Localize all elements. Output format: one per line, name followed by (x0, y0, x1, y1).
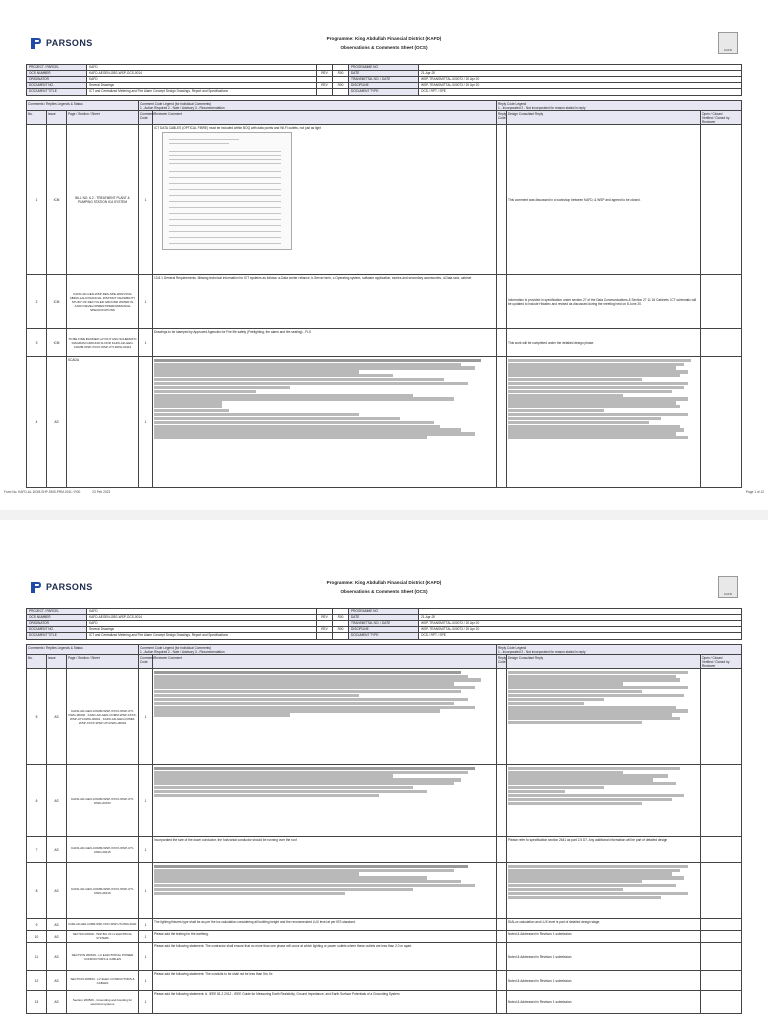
brand-name: PARSONS (46, 582, 93, 592)
row-code: 1 (139, 837, 153, 862)
row-reply (507, 669, 701, 764)
row-number: 1 (27, 125, 47, 274)
row-number: 7 (27, 837, 47, 862)
row-reply: DIALux calculation and LUX level is part of detailed design stage. (507, 919, 701, 930)
meta-mini: REV (317, 71, 333, 76)
row-reply: Noted & Addressed in Revision 1 submission. (507, 991, 701, 1013)
row-reply-code (497, 837, 507, 862)
row-status (701, 329, 741, 356)
meta-mini (317, 621, 333, 626)
row-number: 5 (27, 669, 47, 764)
legend-mid: Comment Code Legend (for individual Comments) (140, 645, 212, 650)
row-issue: AS (47, 971, 67, 990)
meta-label: PROJECT / PARCEL (27, 65, 87, 70)
meta-mini: R00 (333, 615, 349, 620)
meta-value: KAFD (87, 621, 317, 626)
table-row (27, 837, 741, 863)
header-comment: Reviewer Comment (153, 655, 497, 668)
meta-label: ORIGINATOR (27, 77, 87, 82)
meta-value: KAFD (87, 77, 317, 82)
page-header (26, 574, 742, 604)
row-reply: Please refer to specification section 2641 as part 2.5 D7. Any additional information will be part of detailed design (507, 837, 701, 862)
meta-mini (333, 621, 349, 626)
row-issue: AS (47, 863, 67, 918)
row-reply-code (497, 931, 507, 942)
row-issue: AS (47, 669, 67, 764)
comment-text: ICT DATA CABLES (OPTICAL FIBRE) must be included within BOQ with data points and Wi-Fi outlets, not just as light (154, 126, 321, 130)
table-row (27, 125, 741, 275)
row-number: 9 (27, 919, 47, 930)
meta-mini (317, 77, 333, 82)
table-row (27, 669, 741, 765)
meta-row (27, 633, 741, 639)
row-issue: ICM (47, 329, 67, 356)
header-reply-code: Reply Code (497, 655, 507, 668)
row-comment (153, 765, 497, 836)
meta-mini (317, 65, 333, 70)
document-meta-table (26, 608, 742, 640)
row-comment: Please add the following statement: The conduits to be shall not be less than 5m, fix (153, 971, 497, 990)
meta-value: ICT and Centralized Metering and Fire Alarm Concept Design Drawings, Report and Specifications (87, 89, 317, 95)
meta-label: DISCIPLINE (349, 627, 419, 632)
row-code: 1 (139, 863, 153, 918)
meta-label: DOCUMENT TYPE (349, 89, 419, 95)
row-reply-code (497, 357, 507, 487)
table-row (27, 931, 741, 943)
meta-value: KAFD-AEGEN-OBS-WSP-OCS-0014 (87, 71, 317, 76)
table-row (27, 991, 741, 1013)
row-reply: Noted & Addressed in Revision 1 submission. (507, 943, 701, 970)
legend-mid-sub: 1 - Action Required 2 - Note / Advisory 3 - Recommendation (140, 105, 225, 110)
meta-mini (333, 633, 349, 639)
page-footer (4, 490, 764, 494)
brand-name: PARSONS (46, 38, 93, 48)
row-code: 1 (139, 669, 153, 764)
row-code: 1 (139, 943, 153, 970)
table-header (27, 655, 741, 669)
meta-label: DATE (349, 615, 419, 620)
meta-value: Several Drawings (87, 627, 317, 632)
legend-row (27, 645, 741, 655)
table-row (27, 943, 741, 971)
meta-mini (333, 65, 349, 70)
row-status (701, 765, 741, 836)
table-row (27, 863, 741, 919)
meta-value (419, 65, 741, 70)
meta-label: TRANSMITTAL NO. / DATE (349, 77, 419, 82)
kafd-crest-icon: KAFD (718, 576, 738, 598)
header-reply-code: Reply Code (497, 111, 507, 124)
row-comment: Drawings to be stamped by Approved Agencies for Fire life safety (Firefighting, fire alarm and fire sealing) - FLS (153, 329, 497, 356)
row-number: 8 (27, 863, 47, 918)
meta-value: KAFD (87, 65, 317, 70)
row-reply: This comment was discussed in a workshop between KAFD, & WSP and agreed to be closed. (507, 125, 701, 274)
meta-value: WSP-TRANSMITTAL-000073 / 20 Apr 20 (421, 83, 480, 87)
meta-row (27, 89, 741, 95)
meta-value (419, 609, 741, 614)
legend-right-sub: 1 - Incorporated 2 - Not incorporated for reason stated in reply (498, 649, 586, 654)
embedded-boq-image (162, 132, 292, 250)
row-reply-code (497, 971, 507, 990)
meta-label: DATE (349, 71, 419, 76)
meta-value: OCS / RPT / SPE (421, 633, 446, 637)
row-page-ref: SECTION 260533 - LV ELEC CONDUCTORS & CABLES (67, 971, 139, 990)
row-page-ref: KAFD-AD-GEN-COMM-WSP-XXXX-WSP-UTI-DWG-00116 (67, 863, 139, 918)
row-number: 12 (27, 971, 47, 990)
row-number: 13 (27, 991, 47, 1013)
row-reply: Noted & Addressed in Revision 1 submission. (507, 931, 701, 942)
kafd-crest-icon: KAFD (718, 32, 738, 54)
row-comment (153, 863, 497, 918)
table-row (27, 765, 741, 837)
table-row (27, 357, 741, 487)
row-code: 1 (139, 991, 153, 1013)
header-no: No. (27, 655, 47, 668)
row-reply: Noted & Addressed in Revision 1 submission. (507, 971, 701, 990)
row-reply-code (497, 991, 507, 1013)
row-comment (153, 669, 497, 764)
meta-label: DISCIPLINE (349, 83, 419, 88)
header-status: Open / Closed (702, 655, 723, 660)
header-no: No. (27, 111, 47, 124)
row-page-ref: SCADA (67, 357, 139, 487)
sheet-title: Observations & Comments Sheet (OCS) (340, 45, 428, 50)
header-reply: Design Consultant Reply (507, 655, 701, 668)
footer-doc-ref: Form No. KAFD-AL-DOM-SHP-SMS-PRM-0011 / R00 (4, 490, 81, 494)
meta-label: DOCUMENT NO. (27, 83, 87, 88)
meta-value: KAFD (87, 609, 317, 614)
row-comment: The lighting fixtures type shall be as per the lux calculation considering all building height and the recommended LUX level at per IES standard. (153, 919, 497, 930)
row-code: 1 (139, 275, 153, 328)
row-code: 1 (139, 329, 153, 356)
meta-mini (333, 89, 349, 95)
meta-label: DOCUMENT NO. (27, 627, 87, 632)
meta-label: PROGRAMME NO (349, 609, 419, 614)
row-status (701, 357, 741, 487)
legend-left: Comments / Replies Legends & Status (27, 101, 139, 110)
table-header (27, 111, 741, 125)
row-number: 10 (27, 931, 47, 942)
row-reply (507, 357, 701, 487)
row-comment: Please add the following statement: A. IEEE 81.2 2012 - IEEE Guide for Measuring Earth Resistivity, Ground Impedance, and Earth Surface Potentials of a Grounding System (153, 991, 497, 1013)
meta-label: ORIGINATOR (27, 621, 87, 626)
meta-value: 21-Apr-20 (421, 71, 436, 75)
row-issue: AS (47, 991, 67, 1013)
row-number: 6 (27, 765, 47, 836)
row-reply-code (497, 863, 507, 918)
meta-mini (317, 609, 333, 614)
row-reply (507, 863, 701, 918)
meta-label: DOCUMENT TITLE (27, 89, 87, 95)
row-reply: Information is provided in specification under section 27 of the Data Communications & Section 27 11 16 Cabinets. ICT schematic will be updated to include Hiwatec and revised as discussed during the meeting held on 8 June 20. (507, 275, 701, 328)
row-reply-code (497, 275, 507, 328)
sheet-title: Observations & Comments Sheet (OCS) (340, 589, 428, 594)
header-page-ref: Page / Section / Sheet (67, 655, 139, 668)
row-status (701, 931, 741, 942)
row-reply-code (497, 669, 507, 764)
meta-label: PROJECT / PARCEL (27, 609, 87, 614)
row-comment: Please add the following statement: The contractor shall ensure that no more than one phase will occur at which lighting or power outlets where these outlets are less than 2.0 m apart. (153, 943, 497, 970)
meta-mini: REV (317, 627, 333, 632)
meta-value: KAFD-AEGEN-OBS-WSP-OCS-0014 (87, 615, 317, 620)
table-row (27, 971, 741, 991)
row-status (701, 991, 741, 1013)
row-reply-code (497, 919, 507, 930)
meta-mini: REV (317, 615, 333, 620)
row-comment: 13.8.1 General Requirements. Missing technical information for ICT systems as follows: a-Data center reliance, b-Server farm, c-Operating system, software application, stories and secondary accessories, d-Data rack, cabinet (153, 275, 497, 328)
row-issue: AS (47, 919, 67, 930)
page-gap (0, 510, 768, 520)
row-status (701, 125, 741, 274)
meta-mini: R00 (333, 627, 349, 632)
row-issue: ICM (47, 125, 67, 274)
row-reply-code (497, 765, 507, 836)
meta-mini: REV (317, 83, 333, 88)
header-issue: Issue (47, 111, 67, 124)
table-row (27, 919, 741, 931)
row-comment (153, 357, 497, 487)
meta-label: PROGRAMME NO (349, 65, 419, 70)
meta-value: 21-Apr-20 (421, 615, 436, 619)
header-page-ref: Page / Section / Sheet (67, 111, 139, 124)
row-reply-code (497, 329, 507, 356)
meta-label: OCS NUMBER (27, 71, 87, 76)
row-page-ref: BILL NO. 6.2 - TREATMENT PLANT & PUMPING STATION ICA SYSTEM (67, 125, 139, 274)
document-page-2 (0, 520, 768, 1024)
row-status (701, 275, 741, 328)
row-page-ref: Section 260526 - Grounding and bonding for electrical systems (67, 991, 139, 1013)
row-comment (153, 125, 497, 274)
row-issue: ICM (47, 275, 67, 328)
header-comment: Reviewer Comment (153, 111, 497, 124)
row-page-ref: KAFD-AD-GEN-WSP-DES-SPE-0002 KING ABDULLAH FINANCIAL DISTRICT FEASIBILITY STUDY OF RECYCLED GROUND WATER IN KAFD DEVELOPMENT/PERFORMANCE SPECIFICATIONS (67, 275, 139, 328)
meta-value: WSP-TRANSMITTAL-000072 / 20 Apr 20 (421, 621, 480, 625)
header-status: Open / Closed (702, 111, 723, 116)
programme-title: Programme: King Abdullah Financial District (KAFD) (326, 580, 442, 585)
meta-mini (317, 633, 333, 639)
meta-mini (333, 77, 349, 82)
row-page-ref: TO BE FINE BLINDED LAYOUT AND SCHEMATIC DIAGRAM GROUND FLOOR KAFD-AD-GEN-COMM-WSP-XXXX-WSP-UTI-DWG-00114 (67, 329, 139, 356)
table-row (27, 329, 741, 357)
header-status-sub: Verified / Closed by Reviewer (702, 659, 730, 668)
row-issue: AS (47, 765, 67, 836)
row-reply (507, 765, 701, 836)
row-comment: Please add the testing for the earthing. (153, 931, 497, 942)
meta-mini: R00 (333, 83, 349, 88)
row-status (701, 837, 741, 862)
meta-mini (333, 609, 349, 614)
meta-value: ICT and Centralized Metering and Fire Alarm Concept Design Drawings, Report and Specifications (87, 633, 317, 639)
meta-value: WSP-TRANSMITTAL-000072 / 20 Apr 20 (421, 77, 480, 81)
row-reply-code (497, 943, 507, 970)
legend-mid: Comment Code Legend (for individual Comments) (140, 101, 212, 106)
legend-left: Comments / Replies Legends & Status (27, 645, 139, 654)
row-status (701, 919, 741, 930)
document-page-1 (0, 0, 768, 510)
row-page-ref: SECTION 260519 - LV ELECTRICAL POWER CONDUCTORS & CABLES (67, 943, 139, 970)
row-number: 4 (27, 357, 47, 487)
meta-value: WSP-TRANSMITTAL-000073 / 20 Apr 20 (421, 627, 480, 631)
row-number: 11 (27, 943, 47, 970)
footer-date: 23 Feb 2023 (92, 490, 111, 494)
header-status-sub: Verified / Closed by Reviewer (702, 115, 730, 124)
row-status (701, 971, 741, 990)
row-code: 1 (139, 919, 153, 930)
meta-mini (317, 89, 333, 95)
row-page-ref: KAFD-AD-GEN-COMM-WSP-XXXX-WSP-UTI-DWG-00115 (67, 837, 139, 862)
row-page-ref: KAFD-AD-GEN-COMM-WSP-XXXX-WSP-UTI-DWG-00072 (67, 765, 139, 836)
row-page-ref: KAFD-AD-GEN-COMM-WSP-XXXX-WSP-UTI-DWG-00111 (67, 919, 139, 930)
meta-mini: R00 (333, 71, 349, 76)
row-code: 1 (139, 125, 153, 274)
meta-value: Several Drawings (87, 83, 317, 88)
header-code: Comment Code (139, 655, 153, 668)
meta-label: TRANSMITTAL NO. / DATE (349, 621, 419, 626)
row-issue: AS (47, 931, 67, 942)
meta-value: OCS / RPT / SPE (421, 89, 446, 93)
legend-row (27, 101, 741, 111)
legend-right: Reply Code Legend (498, 645, 527, 650)
row-code: 1 (139, 971, 153, 990)
meta-label: DOCUMENT TYPE (349, 633, 419, 639)
row-status (701, 669, 741, 764)
legend-right-sub: 1 - Incorporated 2 - Not incorporated for reason stated in reply (498, 105, 586, 110)
row-code: 1 (139, 357, 153, 487)
table-row (27, 275, 741, 329)
header-code: Comment Code (139, 111, 153, 124)
meta-label: DOCUMENT TITLE (27, 633, 87, 639)
row-code: 1 (139, 931, 153, 942)
programme-title: Programme: King Abdullah Financial District (KAFD) (326, 36, 442, 41)
row-issue: AS (47, 943, 67, 970)
row-code: 1 (139, 765, 153, 836)
row-reply-code (497, 125, 507, 274)
comments-table (26, 100, 742, 488)
page-header (26, 30, 742, 60)
row-page-ref: SECTION 260000 - TESTING OF LV ELECTRICAL SYSTEMS (67, 931, 139, 942)
comments-table (26, 644, 742, 1014)
row-status (701, 943, 741, 970)
row-status (701, 863, 741, 918)
legend-right: Reply Code Legend (498, 101, 527, 106)
document-meta-table (26, 64, 742, 96)
meta-label: OCS NUMBER (27, 615, 87, 620)
header-reply: Design Consultant Reply (507, 111, 701, 124)
row-comment: Incorporated the size of the down conductor, the horizontal conductor should be running over the roof (153, 837, 497, 862)
row-issue: AS (47, 357, 67, 487)
row-number: 3 (27, 329, 47, 356)
row-page-ref: KAFD-AD-GEN-COMM-WSP-XXXX-WSP-UTI-DWG-00002 , KAFD-AD-GEN-COMM-WSP-XXXX-WSP-UTI-DWG-00001 , KAFD-AD-GEN-COMM-WSP-XXXX-WSP-UTI-DWG-00003 (67, 669, 139, 764)
row-number: 2 (27, 275, 47, 328)
row-reply: This work will be completed under the detailed design phase. (507, 329, 701, 356)
footer-page-number: Page 1 of 12 (745, 490, 764, 494)
legend-mid-sub: 1 - Action Required 2 - Note / Advisory 3 - Recommendation (140, 649, 225, 654)
row-issue: AS (47, 837, 67, 862)
header-issue: Issue (47, 655, 67, 668)
